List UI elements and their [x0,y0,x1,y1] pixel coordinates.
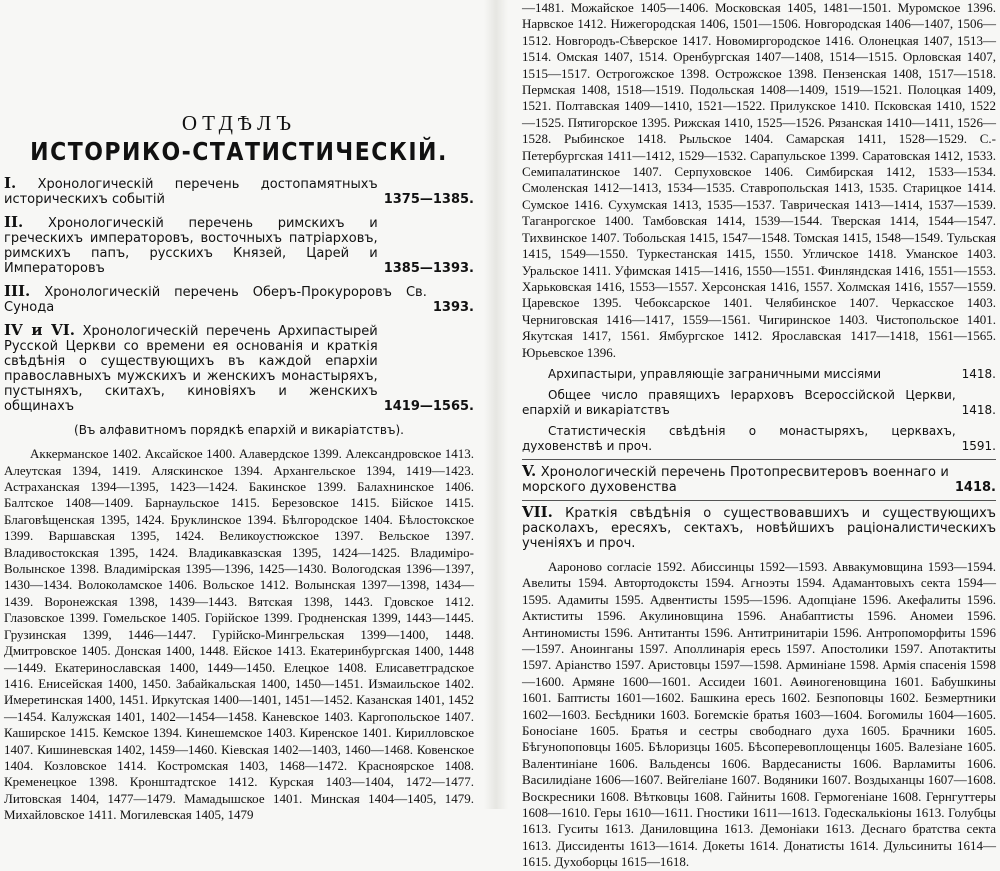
divider [522,459,996,460]
note-missions: Архипастыри, управляющіе заграничными миссіями 1418. [548,366,996,381]
toc-text: Хронологическій перечень Оберъ-Прокуроровъ Св. Сунода [4,284,427,315]
toc-roman: I. [4,173,17,192]
section-vii: VII. Краткія свѣдѣнія о существовавшихъ и существующихъ расколахъ, ересяхъ, сектахъ, новѣйшихъ раціоналистическихъ ученіяхъ и проч. [522,502,996,551]
toc-pages: 1385—1393. [383,260,474,276]
toc-text: Хронологическій перечень Архипастырей Русской Церкви со времени ея основанія и краткія свѣдѣнія о существующихъ въ каждой епархіи православныхъ мужскихъ и женскихъ монастыряхъ, пустыняхъ, скитахъ, киновіяхъ и женскихъ общинахъ [4,323,378,414]
toc-entry-1 [4,173,474,207]
right-body-text-2: Аароново согласіе 1592. Абиссинцы 1592—1593. Аввакумовщина 1593—1594. Авелиты 1594. Автортодоксты 1594. Агноэты 1594. Адамантовыхъ секта 1594—1595. Адамиты 1595. Адвентисты 1595—1596. Адопціане 1596. Акефалиты 1596. Актиститы 1596. Акулиновщина 1596. Анабаптисты 1596. Аномеи 1596. Антиномисты 1596. Антитанты 1596. Антитринитаріи 1596. Антропоморфиты 1596—1597. Аноинганы 1597. Аполлинарія ересь 1597. Апостолики 1597. Апотактиты 1597. Аріанство 1597. Аристовцы 1597—1598. Арминіане 1598. Армія спасенія 1598—1600. Армяне 1600—1601. Ассидеи 1601. Аѳиногеновщина 1601. Бабушкины 1601. Баптисты 1601—1602. Башкина ересь 1602. Безпоповцы 1602. Безмертники 1602—1603. Бесѣдники 1603. Богемскіе братья 1603—1604. Богомилы 1604—1605. Боносіане 1605. Братья и сестры свободнаго духа 1605. Брачники 1605. Бѣгунопоповцы 1605. Бѣлоризцы 1605. Бѣсоперевоплощенцы 1605. Валезіане 1605. Валентиніане 1606. Вальденсы 1606. Вардесанисты 1606. Варламиты 1606. Василидіане 1606—1607. Вейгеліане 1607. Водяники 1607. Воздыханцы 1607—1608. Воскресники 1608. Вѣтковцы 1608. Гайниты 1608. Гермогеніане 1608. Гернгуттеры 1608—1610. Геры 1610—1611. Гностики 1611—1613. Годескалькіоны 1613. Голубцы 1613. Гуситы 1613. Даниловщина 1613. Демоніаки 1613. Деснаго братства секта 1613. Диссиденты 1613—1614. Докеты 1614. Донатисты 1614. Дульсиниты 1614—1615. Духоборцы 1615—1618. [522,558,996,870]
toc-text: Хронологическій перечень достопамятныхъ историческихъ событій [4,176,378,207]
toc-roman: II. [4,212,24,231]
left-body-text: Аккерманское 1402. Аксайское 1400. Алавердское 1399. Александровское 1413. Алеутская 1394, 1419. Аляскинское 1394. Архангельское 1394, 1419—1423. Астраханская 1394—1395, 1423—1424. Бакинское 1399. Балахнинское 1406. Балтское 1408—1409. Барнаульское 1415. Березовское 1415. Бійское 1415. Благовѣщенская 1395, 1424. Бруклинское 1394. Бѣлгородское 1404. Бѣлостокское 1399. Варшавская 1395, 1424. Великоустюжское 1397. Вельское 1397. Владивостокская 1395, 1424. Владикавказская 1395, 1424—1425. Владиміро-Волынское 1398. Владимірская 1395—1396, 1425—1430. Вологодская 1396—1397, 1430—1434. Волоколамское 1406. Вольское 1412. Волынская 1397—1398, 1434—1439. Воронежская 1398, 1439—1443. Вятская 1398, 1443. Гдовское 1412. Глазовское 1399. Гомельское 1405. Горійское 1399. Гродненская 1399, 1443—1445. Грузинская 1399, 1446—1447. Гурійско-Мингрельская 1399—1400, 1448. Дмитровское 1405. Донская 1400, 1448. Ейское 1413. Екатеринбургская 1400, 1448—1449. Екатеринославская 1400, 1449—1450. Елецкое 1408. Елисаветградское 1416. Енисейская 1400, 1450. Забайкальская 1400, 1450—1451. Измаильское 1402. Имеретинская 1400, 1451. Иркутская 1400—1401, 1451—1452. Казанская 1401, 1452—1454. Калужская 1401, 1402—1454—1458. Каневское 1403. Каргопольское 1407. Каширское 1415. Кемское 1394. Кинешемское 1403. Киренское 1401. Кирилловское 1407. Кишиневская 1402, 1459—1460. Кіевская 1402—1403, 1460—1468. Ковенское 1404. Козловское 1414. Костромская 1403, 1468—1472. Красноярское 1408. Кременецкое 1398. Кронштадтское 1412. Курская 1403—1404, 1472—1477. Литовская 1404, 1477—1479. Мамадышское 1401. Минская 1404—1405, 1479. Михайловское 1411. Могилевская 1405, 1479 [4,446,474,823]
note-statistics: Статистическія свѣдѣнія о монастыряхъ, церквахъ, духовенствѣ и проч. 1591. [522,423,996,453]
toc-pages: 1393. [432,299,474,315]
note-hierarchs-count: Общее число правящихъ Іерарховъ Всероссійской Церкви, епархій и викаріатствъ 1418. [522,387,996,417]
toc-roman: IV и VI. [4,320,76,339]
right-body-text: —1481. Можайское 1405—1406. Московская 1405, 1481—1501. Муромское 1396. Нарвское 1412. Нижегородская 1406, 1501—1506. Новгородская 1406—1407, 1506—1512. Новгородъ-Сѣверское 1417. Новомиргородское 1416. Олонецкая 1407, 1513—1514. Омская 1407, 1514. Оренбургская 1407—1408, 1514—1515. Орловская 1407, 1515—1517. Острогожское 1398. Острожское 1398. Пензенская 1408, 1517—1518. Пермская 1408, 1518—1519. Подольская 1408—1409, 1519—1521. Полоцкая 1409, 1521. Полтавская 1409—1410, 1521—1522. Прилукское 1410. Псковская 1410, 1522—1525. Пятигорское 1395. Рижская 1410, 1525—1526. Рязанская 1410—1411, 1526—1528. Рыбинское 1418. Рыльское 1404. Самарская 1411, 1528—1529. С.-Петербургская 1411—1412, 1529—1532. Сарапульское 1399. Саратовская 1412, 1533. Семипалатинское 1407. Серпуховское 1406. Симбирская 1412, 1533—1534. Смоленская 1412—1413, 1534—1535. Ставропольская 1413, 1535. Старицкое 1414. Сумское 1416. Сухумская 1413, 1535—1537. Таврическая 1413—1414, 1537—1539. Таганрогское 1400. Тамбовская 1414, 1539—1544. Тверская 1414, 1544—1547. Тихвинское 1407. Тобольская 1415, 1547—1548. Томская 1415, 1548—1549. Тульская 1415, 1549—1550. Туркестанская 1415, 1550. Угличское 1418. Уманское 1403. Уральское 1411. Уфимская 1415—1416, 1550—1551. Финляндская 1416, 1551—1553. Харьковская 1416, 1553—1557. Херсонская 1416, 1557. Холмская 1416, 1557—1559. Царевское 1395. Чебоксарское 1401. Челябинское 1407. Черкасское 1403. Черниговская 1416—1417, 1559—1561. Чигиринское 1403. Чистопольское 1401. Якутская 1417, 1561. Ямбургское 1412. Ярославская 1417—1418, 1561—1565. Юрьевское 1396. [522,0,996,360]
toc-pages: 1375—1385. [383,191,474,207]
right-page [514,0,1000,870]
book-gutter [484,0,508,809]
section-title: ИСТОРИКО-СТАТИСТИЧЕСКІЙ. [30,138,448,168]
toc-text: Хронологическій перечень римскихъ и греческихъ императоровъ, восточныхъ патріарховъ, римскихъ папъ, русскихъ Князей, Царей и Императоровъ [4,215,378,276]
left-page [0,0,480,823]
toc-entry-3 [4,281,474,315]
toc-entry-2 [4,212,474,276]
toc-entry-4 [4,320,474,414]
toc-pages: 1419—1565. [383,398,474,414]
divider [522,500,996,501]
section-label: ОТДѢЛЪ [181,111,297,135]
section-v: V. Хронологическій перечень Протопресвитеровъ военнаго и морского духовенства 1418. [522,461,996,495]
subtitle-alphabetical: (Въ алфавитномъ порядкѣ епархій и викаріатствъ). [74,422,404,437]
toc-roman: III. [4,281,31,300]
